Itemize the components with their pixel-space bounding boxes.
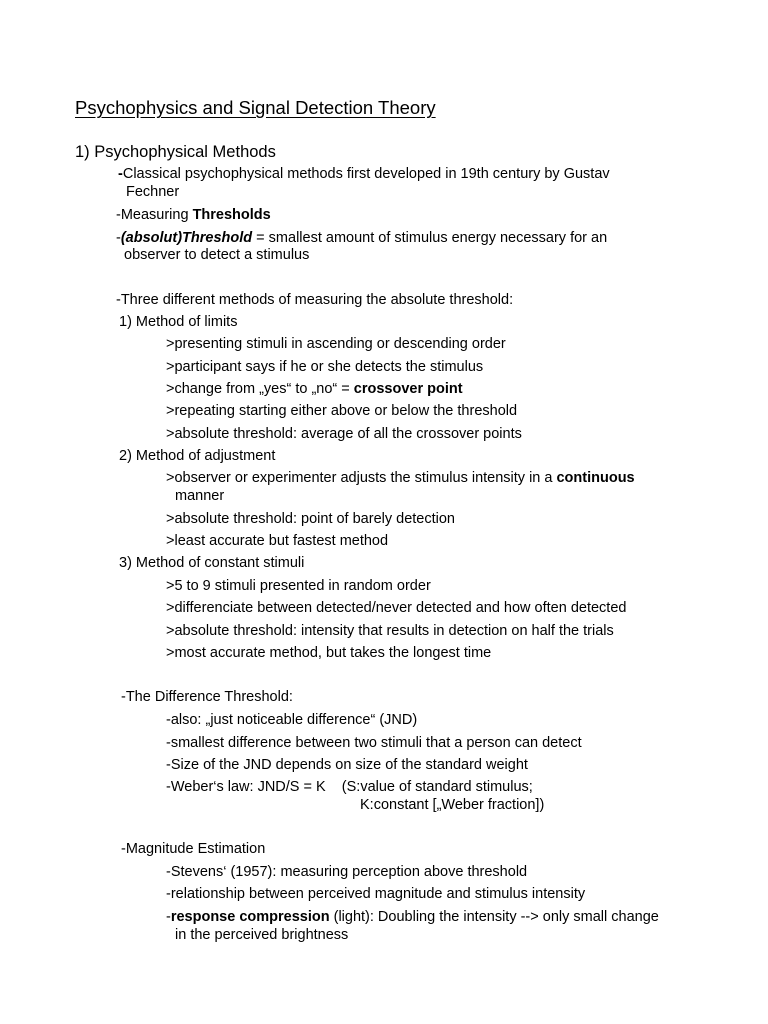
list-item: -also: „just noticeable difference“ (JND)	[166, 712, 418, 728]
text-span: -	[116, 230, 121, 246]
text-span: = smallest amount of stimulus energy necessary for an	[252, 230, 608, 246]
text-span: >change from „yes“ to „no“ =	[166, 381, 354, 397]
method-limits-title: 1) Method of limits	[119, 314, 238, 330]
text-span: -Measuring	[116, 207, 193, 223]
list-item: >absolute threshold: point of barely detection	[166, 511, 455, 527]
list-item-cont: manner	[175, 488, 225, 504]
text-span: >observer or experimenter adjusts the stimulus intensity in a	[166, 470, 557, 486]
list-item: >participant says if he or she detects the stimulus	[166, 359, 484, 375]
list-item-webers-law: -Weber‘s law: JND/S = K (S:value of standard stimulus;	[166, 779, 533, 795]
list-item: -smallest difference between two stimuli that a person can detect	[166, 735, 582, 751]
paragraph-measuring-thresholds	[116, 206, 271, 224]
bold-term-response-compression: response compression	[170, 909, 330, 925]
dash-marker: -	[118, 166, 123, 182]
paragraph-classical-methods	[118, 165, 610, 183]
text-span: -	[166, 909, 171, 925]
method-adjustment-title: 2) Method of adjustment	[119, 448, 276, 464]
paragraph-classical-methods-cont: Fechner	[126, 184, 180, 200]
section-heading-psychophysical-methods: 1) Psychophysical Methods	[75, 143, 276, 161]
list-item: -Size of the JND depends on size of the standard weight	[166, 757, 528, 773]
magnitude-estimation-heading: -Magnitude Estimation	[121, 841, 266, 857]
list-item: >repeating starting either above or below the threshold	[166, 403, 518, 419]
page-title: Psychophysics and Signal Detection Theory	[75, 97, 436, 118]
list-item	[166, 908, 659, 926]
list-item: -Stevens‘ (1957): measuring perception above threshold	[166, 864, 528, 880]
list-item-cont: in the perceived brightness	[175, 927, 349, 943]
paragraph-absolute-threshold-cont: observer to detect a stimulus	[124, 247, 310, 263]
method-constant-title: 3) Method of constant stimuli	[119, 555, 305, 571]
list-item: -relationship between perceived magnitude and stimulus intensity	[166, 886, 586, 902]
list-item: >absolute threshold: intensity that results in detection on half the trials	[166, 623, 614, 639]
bold-term-continuous: continuous	[556, 470, 635, 486]
list-item: >most accurate method, but takes the longest time	[166, 645, 492, 661]
text-span: (light): Doubling the intensity --> only small change	[329, 909, 659, 925]
difference-threshold-heading: -The Difference Threshold:	[121, 689, 293, 705]
list-item-webers-law-cont: K:constant [„Weber fraction])	[360, 797, 545, 813]
list-item: >differenciate between detected/never detected and how often detected	[166, 600, 627, 616]
methods-heading: -Three different methods of measuring the absolute threshold:	[116, 292, 514, 308]
bold-term-crossover-point: crossover point	[353, 381, 463, 397]
bold-term-thresholds: Thresholds	[192, 207, 271, 223]
list-item: >absolute threshold: average of all the crossover points	[166, 426, 522, 442]
list-item: >presenting stimuli in ascending or descending order	[166, 336, 506, 352]
list-item: >5 to 9 stimuli presented in random order	[166, 578, 431, 594]
text-span: Classical psychophysical methods first developed in 19th century by Gustav	[122, 166, 610, 182]
list-item: >least accurate but fastest method	[166, 533, 389, 549]
paragraph-absolute-threshold	[116, 229, 607, 247]
list-item	[166, 380, 463, 398]
list-item	[166, 469, 635, 487]
bold-italic-term-threshold: (absolut)Threshold	[120, 230, 253, 246]
